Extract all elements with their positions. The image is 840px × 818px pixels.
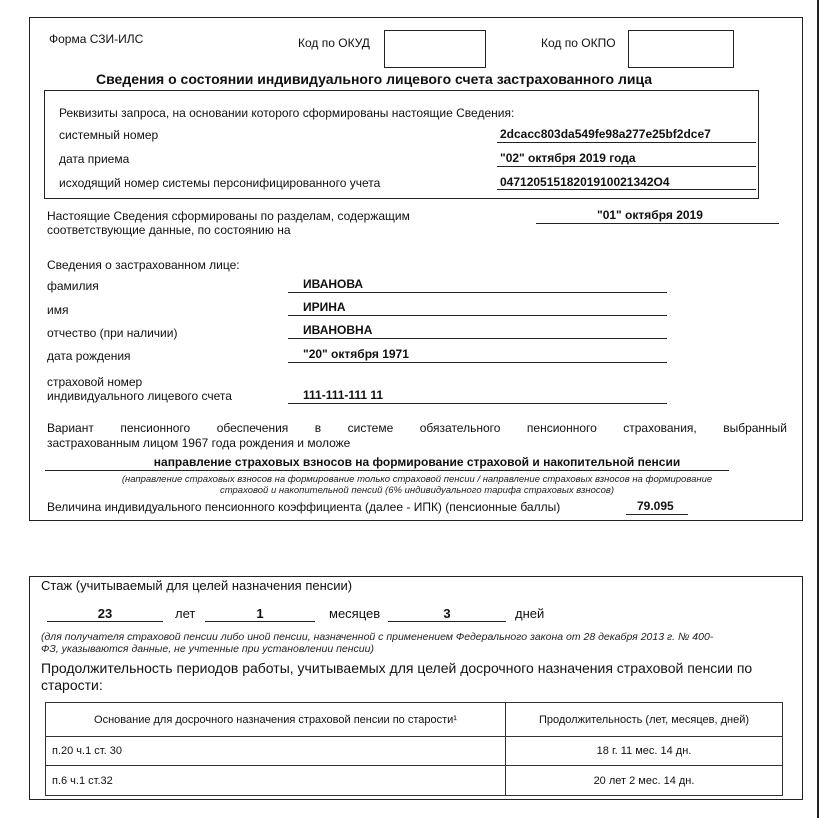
patronymic-label: отчество (при наличии) (47, 326, 178, 340)
table-header-row (46, 703, 783, 737)
table-cell-duration: 18 г. 11 мес. 14 дн. (506, 737, 783, 766)
snils-value: 111-111-111 11 (303, 388, 384, 402)
variant-hint-2: страховой и накопительной пенсий (6% индивидуального тарифа страховых взносов) (219, 485, 615, 496)
table-cell-basis: п.6 ч.1 ст.32 (46, 766, 506, 796)
snils-label-2: индивидуального лицевого счета (47, 389, 232, 403)
request-heading: Реквизиты запроса, на основании которого сформированы настоящие Сведения: (59, 106, 515, 120)
stazh-note-2: ФЗ, указываются данные, не учтенные при установлении пенсии) (41, 643, 374, 655)
stazh-months-underline (205, 621, 315, 622)
table-row (46, 766, 783, 796)
table-header-duration: Продолжительность (лет, месяцев, дней) (506, 703, 783, 737)
as-of-text-1: Настоящие Сведения сформированы по разделам, содержащим (47, 209, 410, 223)
form-title: Сведения о состоянии индивидуального лицевого счета застрахованного лица (96, 71, 653, 87)
okpo-label: Код по ОКПО (541, 36, 616, 50)
stazh-heading: Стаж (учитываемый для целей назначения пенсии) (41, 578, 353, 593)
surname-underline (288, 292, 667, 293)
stazh-months: 1 (256, 606, 264, 621)
stazh-months-label: месяцев (329, 606, 381, 621)
request-label-outgoing: исходящий номер системы персонифицированного учета (59, 176, 381, 190)
request-label-system-number: системный номер (59, 128, 159, 142)
birth-label: дата рождения (47, 349, 131, 363)
okud-label: Код по ОКУД (298, 36, 370, 50)
surname-value: ИВАНОВА (303, 277, 364, 291)
request-underline-2 (497, 166, 756, 167)
request-value-outgoing: 04712051518201910021342O4 (500, 175, 670, 189)
ipk-label: Величина индивидуального пенсионного коэффициента (далее - ИПК) (пенсионные баллы) (47, 500, 561, 514)
stazh-days-label: дней (515, 606, 545, 621)
request-underline-1 (497, 142, 756, 143)
okud-code-box (384, 30, 486, 68)
patronymic-value: ИВАНОВНА (303, 323, 373, 337)
variant-underline (45, 470, 729, 471)
name-label: имя (47, 303, 69, 317)
table-cell-basis: п.20 ч.1 ст. 30 (46, 737, 506, 766)
request-value-system-number: 2dcacc803da549fe98a277e25bf2dce7 (500, 127, 711, 141)
birth-value: "20" октября 1971 (303, 347, 409, 361)
surname-label: фамилия (47, 279, 99, 293)
stazh-days: 3 (443, 606, 451, 621)
as-of-underline (536, 223, 779, 224)
variant-value: направление страховых взносов на формирование страховой и накопительной пенсии (153, 455, 681, 469)
stazh-days-underline (388, 621, 506, 622)
stazh-note-1: (для получателя страховой пенсии либо иной пенсии, назначенной с применением Федерального закона от 28 декабря 2013 г. № 400- (41, 631, 714, 643)
person-heading: Сведения о застрахованном лице: (47, 258, 240, 272)
request-underline-3 (497, 189, 756, 190)
snils-label-1: страховой номер (47, 375, 143, 389)
stazh-years-label: лет (175, 606, 196, 621)
snils-underline (288, 403, 667, 404)
stazh-years: 23 (97, 606, 113, 621)
birth-underline (288, 362, 667, 363)
patronymic-underline (288, 338, 667, 339)
ipk-underline (626, 514, 688, 515)
table-header-basis: Основание для досрочного назначения страховой пенсии по старости¹ (46, 703, 506, 737)
ipk-value: 79.095 (637, 499, 674, 513)
variant-text-1: Вариант пенсионного обеспечения в системе обязательного пенсионного страхования, выбранный (47, 421, 787, 435)
early-retirement-table (45, 702, 783, 795)
request-label-date: дата приема (59, 152, 130, 166)
okpo-code-box (628, 30, 734, 68)
page-edge-line (817, 0, 819, 818)
early-text-1: Продолжительность периодов работы, учитываемых для целей досрочного назначения страховой пенсии по (41, 660, 753, 676)
as-of-text-2: соответствующие данные, по состоянию на (47, 223, 291, 237)
as-of-date: "01" октября 2019 (597, 208, 703, 222)
name-value: ИРИНА (303, 300, 346, 314)
table-row (46, 737, 783, 766)
variant-hint-1: (направление страховых взносов на формирование только страховой пенсии / направление страховых взносов на формирование (121, 474, 713, 485)
variant-text-2: застрахованным лицом 1967 года рождения и моложе (47, 436, 351, 450)
form-name: Форма СЗИ-ИЛС (49, 32, 144, 46)
early-text-2: старости: (41, 677, 103, 693)
request-value-date: "02" октября 2019 года (500, 151, 636, 165)
table-cell-duration: 20 лет 2 мес. 14 дн. (506, 766, 783, 796)
stazh-years-underline (47, 621, 163, 622)
name-underline (288, 315, 667, 316)
